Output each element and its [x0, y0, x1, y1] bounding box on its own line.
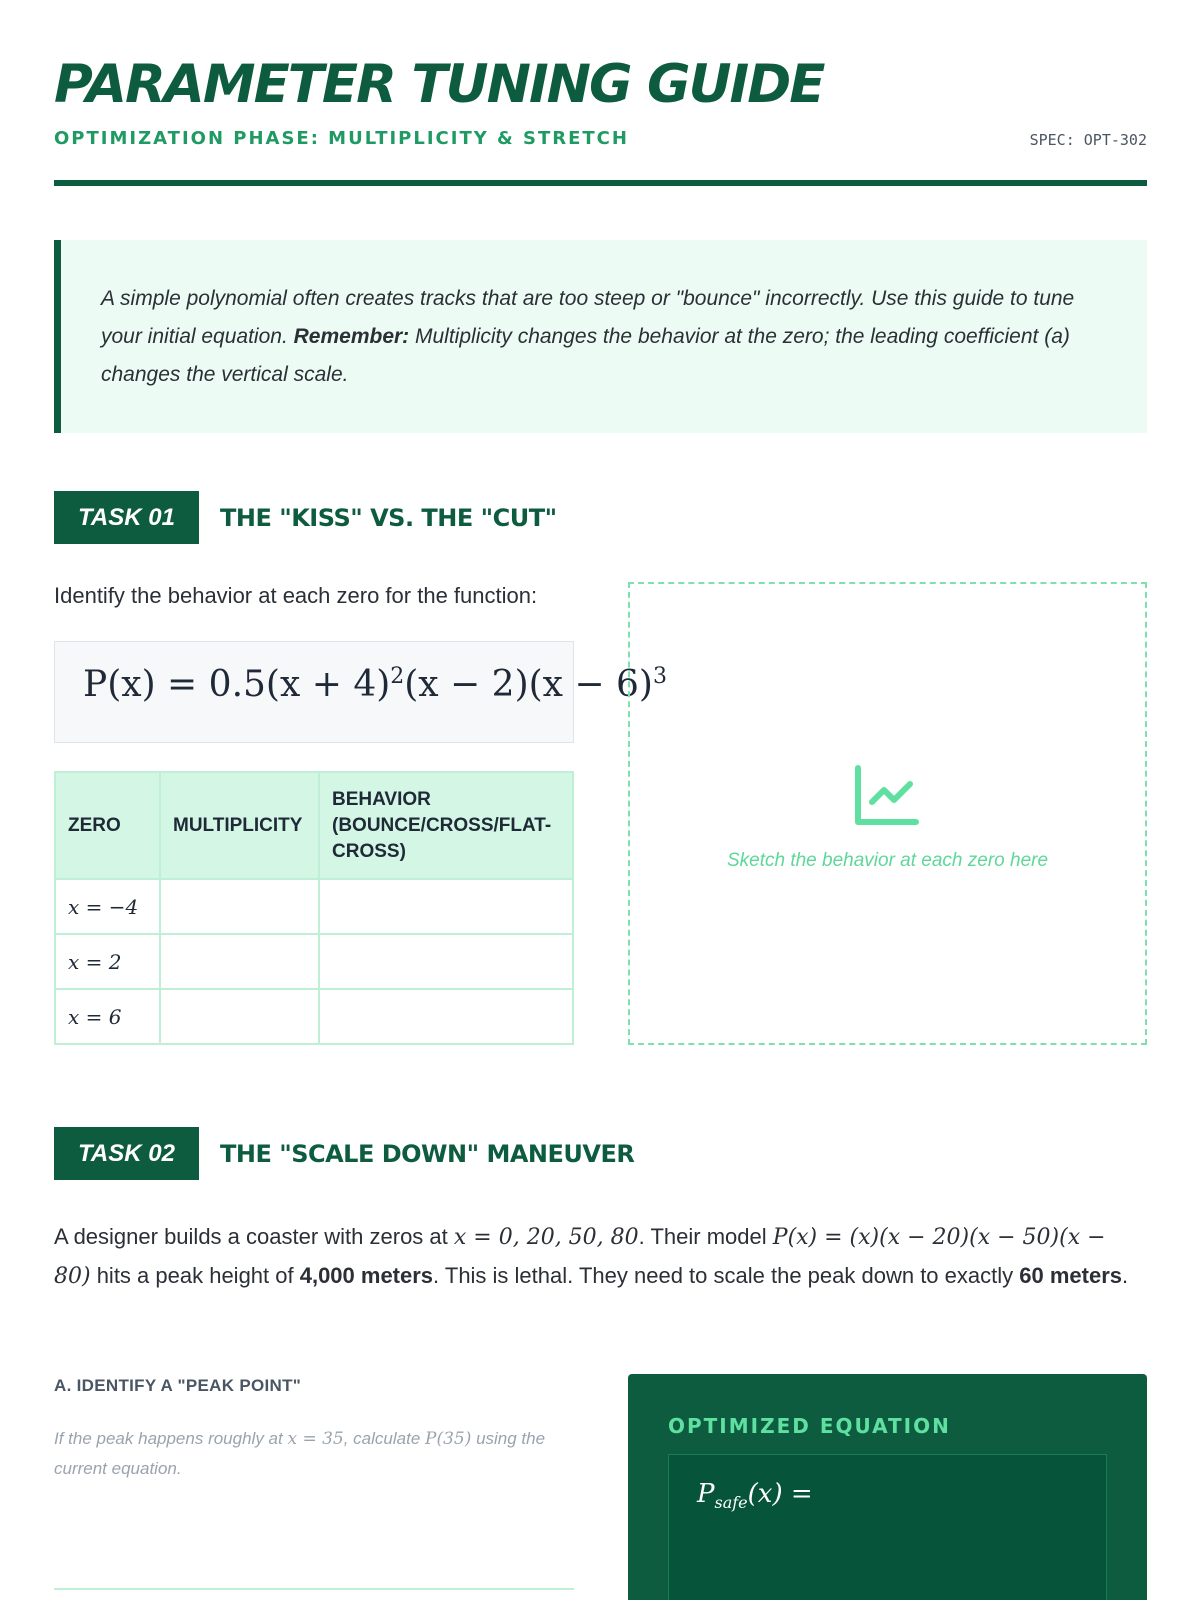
zeros-math: x = 0, 20, 50, 80 — [453, 1225, 639, 1250]
equation-exponent: 3 — [652, 664, 667, 689]
spec-code: SPEC: OPT-302 — [1029, 131, 1147, 149]
behavior-answer-cell[interactable] — [319, 879, 573, 934]
sketch-area-label: Sketch the behavior at each zero here — [726, 850, 1049, 871]
behavior-answer-cell[interactable] — [319, 989, 573, 1044]
intro-remember-label: Remember: — [293, 325, 410, 348]
intro-text-part: Multiplicity changes the behavior at the zero; the leading coefficient (a) changes the vertical scale. — [101, 325, 1070, 386]
polynomial-equation — [83, 664, 667, 705]
equation-part: P — [697, 1479, 715, 1509]
table-row — [55, 879, 573, 934]
equation-exponent: 2 — [390, 664, 405, 689]
column-header-multiplicity: MULTIPLICITY — [160, 772, 319, 879]
subtask-math: x = 35 — [287, 1429, 344, 1449]
peak-height: 4,000 meters — [299, 1263, 434, 1288]
column-header-behavior: BEHAVIOR (BOUNCE/CROSS/FLAT-CROSS) — [319, 772, 573, 879]
table-header-row — [55, 772, 573, 879]
column-header-zero: ZERO — [55, 772, 160, 879]
zero-cell: x = −4 — [55, 879, 160, 934]
task1-badge: TASK 01 — [54, 491, 199, 544]
sketch-area[interactable] — [628, 582, 1147, 1045]
multiplicity-answer-cell[interactable] — [160, 989, 319, 1044]
subtask-a-heading: A. IDENTIFY A "PEAK POINT" — [54, 1376, 302, 1395]
optimized-equation-title: OPTIMIZED EQUATION — [668, 1414, 951, 1438]
subtask-math: P(35) — [425, 1429, 472, 1449]
task2-header — [54, 1127, 634, 1180]
intro-text-part: A simple polynomial often creates tracks that are too steep or "bounce" incorrectly. Use this guide to tune your initial equation. — [101, 287, 1075, 348]
task1-prompt: Identify the behavior at each zero for the function: — [54, 583, 538, 608]
task1-header — [54, 491, 557, 544]
optimized-equation-label — [697, 1479, 813, 1512]
equation-part: (x) = — [747, 1479, 813, 1509]
zero-cell: x = 2 — [55, 934, 160, 989]
equation-subscript: safe — [714, 1493, 748, 1513]
page-title: PARAMETER TUNING GUIDE — [54, 54, 824, 115]
task2-badge: TASK 02 — [54, 1127, 199, 1180]
task2-text-part: A designer builds a coaster with zeros at — [54, 1224, 454, 1249]
table-row — [55, 934, 573, 989]
task2-text-part: hits a peak height of — [90, 1263, 300, 1288]
subtask-a-instructions — [54, 1424, 574, 1483]
behavior-answer-cell[interactable] — [319, 934, 573, 989]
page-subtitle: OPTIMIZATION PHASE: MULTIPLICITY & STRETCH — [54, 128, 629, 149]
zero-behavior-table — [54, 771, 574, 1045]
optimized-equation-field[interactable] — [668, 1454, 1107, 1600]
task2-title: THE "SCALE DOWN" MANEUVER — [220, 1139, 635, 1168]
equation-part: P(x) = 0.5(x + 4) — [83, 664, 391, 705]
zero-cell: x = 6 — [55, 989, 160, 1044]
chart-line-icon — [852, 762, 920, 830]
equation-box — [54, 641, 667, 743]
task2-description — [54, 1218, 1147, 1296]
task2-text-part: . — [1122, 1263, 1129, 1288]
intro-callout — [54, 240, 1147, 433]
answer-line[interactable] — [54, 1588, 574, 1590]
task1-title: THE "KISS" VS. THE "CUT" — [220, 503, 557, 532]
table-row — [55, 989, 573, 1044]
subtask-text-part: using the current equation. — [54, 1429, 546, 1478]
optimized-equation-card — [628, 1374, 1147, 1600]
subtask-text-part: If the peak happens roughly at — [54, 1429, 288, 1448]
model-math: P(x) = (x)(x − 20)(x − 50)(x − 80) — [54, 1225, 1106, 1289]
intro-text — [101, 280, 1101, 394]
target-height: 60 meters — [1019, 1263, 1122, 1288]
header-divider — [54, 180, 1147, 186]
task2-text-part: . Their model — [638, 1224, 773, 1249]
multiplicity-answer-cell[interactable] — [160, 879, 319, 934]
task2-text-part: . This is lethal. They need to scale the peak down to exactly — [433, 1263, 1020, 1288]
multiplicity-answer-cell[interactable] — [160, 934, 319, 989]
worksheet-page — [54, 0, 1147, 1600]
subtask-text-part: , calculate — [343, 1429, 425, 1448]
equation-part: (x − 2)(x − 6) — [404, 664, 653, 705]
